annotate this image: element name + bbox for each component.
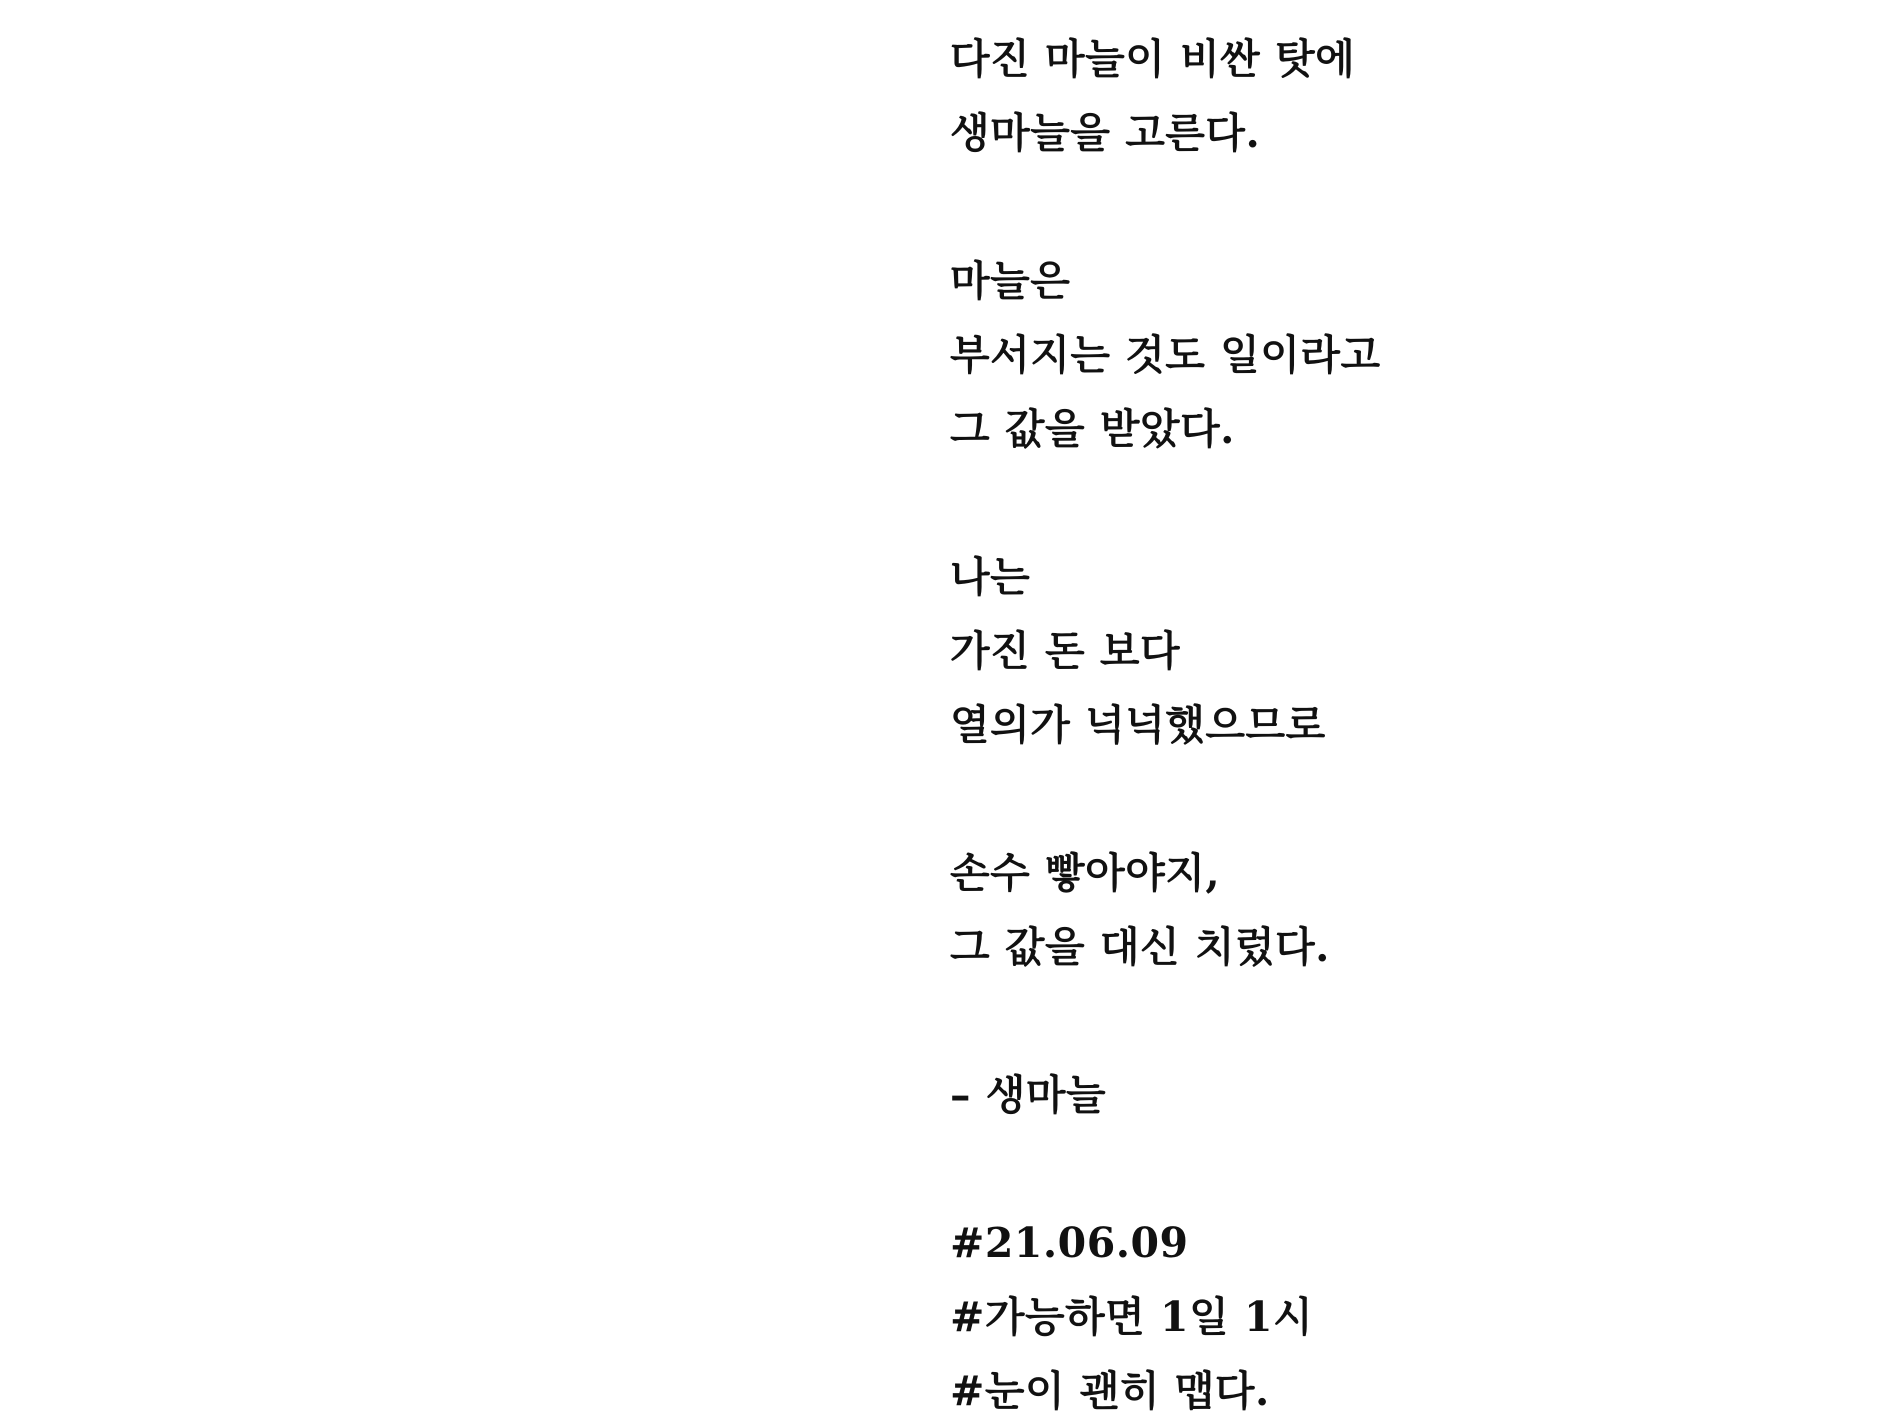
poem-line: 그 값을 대신 치렀다. — [950, 923, 1330, 971]
poem-line: 부서지는 것도 일이라고 — [950, 331, 1381, 379]
stanza-break — [950, 170, 1850, 244]
hashtag: #가능하면 1일 1시 — [950, 1293, 1314, 1341]
poem-signature: – 생마늘 — [950, 1071, 1107, 1119]
poem-line: 가진 돈 보다 — [950, 627, 1181, 675]
hashtag: #21.06.09 — [950, 1219, 1189, 1267]
poem-line: 열의가 넉넉했으므로 — [950, 701, 1326, 749]
poem — [950, 22, 1850, 1428]
hashtag: #눈이 괜히 맵다. — [950, 1367, 1270, 1415]
stanza-break — [950, 466, 1850, 540]
poem-line: 나는 — [950, 553, 1031, 601]
stanza-break — [950, 762, 1850, 836]
poem-line: 마늘은 — [950, 257, 1071, 305]
poem-line: 손수 빻아야지, — [950, 849, 1221, 897]
stanza-break — [950, 984, 1850, 1058]
poem-line: 그 값을 받았다. — [950, 405, 1235, 453]
stanza-break — [950, 1132, 1850, 1206]
poem-line: 생마늘을 고른다. — [950, 109, 1261, 157]
poem-line: 다진 마늘이 비싼 탓에 — [950, 35, 1356, 83]
